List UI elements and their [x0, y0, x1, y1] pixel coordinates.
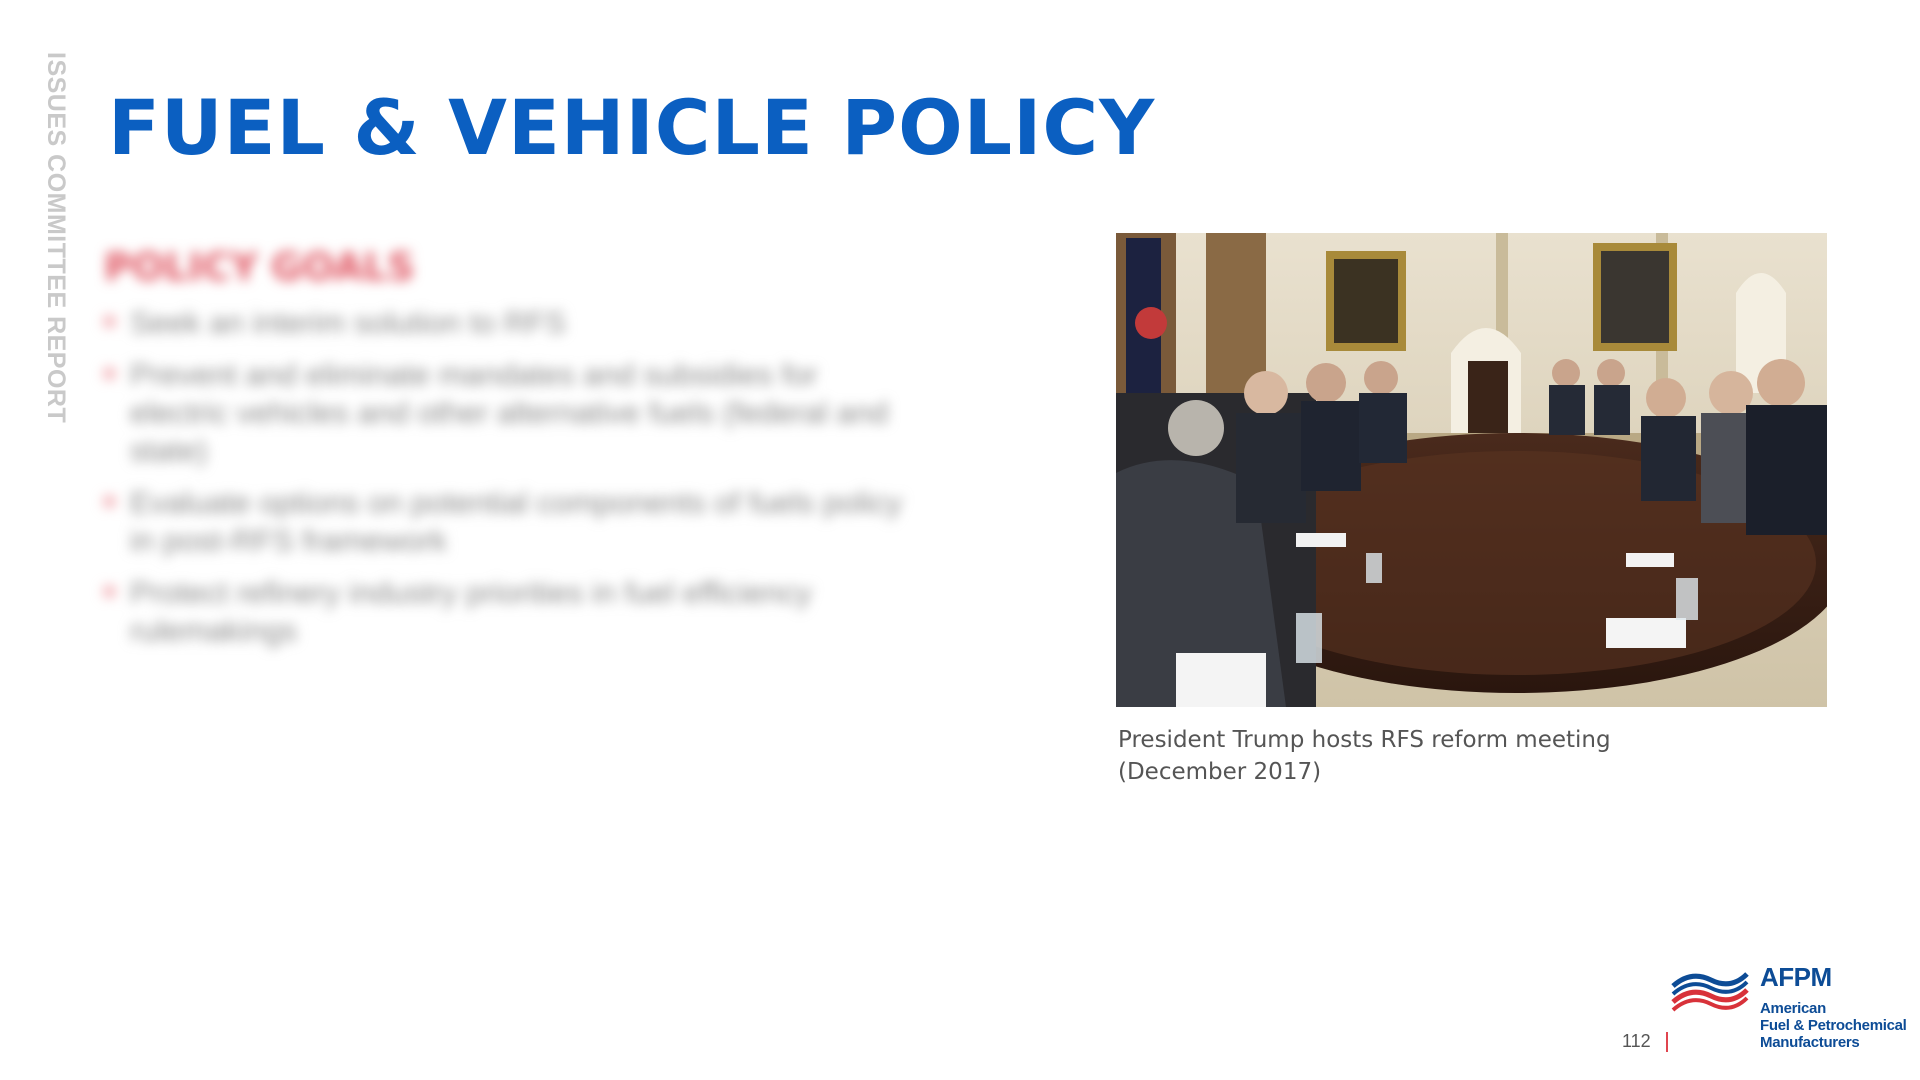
page-number: 112 [1622, 1031, 1651, 1051]
list-item [104, 356, 924, 470]
list-item [104, 304, 924, 342]
goals-list [104, 304, 924, 664]
meeting-photo [1116, 233, 1827, 707]
side-label [38, 52, 70, 452]
list-item-text: Evaluate options on potential components of fuels policy in post-RFS framework [130, 485, 903, 558]
photo-caption [1118, 724, 1838, 788]
afpm-logo [1671, 962, 1906, 1057]
bullet-icon [104, 368, 115, 379]
logo-name-line: Manufacturers [1760, 1034, 1860, 1051]
bullet-icon [104, 586, 115, 597]
side-label-text: ISSUES COMMITTEE REPORT [42, 52, 70, 424]
list-item [104, 574, 924, 650]
logo-name-line: Fuel & Petrochemical [1760, 1017, 1907, 1034]
afpm-flag-icon [1671, 964, 1749, 1014]
goals-heading: POLICY GOALS [104, 245, 415, 289]
list-item [104, 484, 924, 560]
bullet-icon [104, 316, 115, 327]
logo-name-line: American [1760, 1000, 1826, 1017]
list-item-text: Protect refinery industry priorities in fuel efficiency rulemakings [130, 575, 812, 648]
bullet-icon [104, 496, 115, 507]
list-item-text: Prevent and eliminate mandates and subsidies for electric vehicles and other alternative fuels (federal and state) [130, 357, 889, 468]
logo-name [1760, 1000, 1907, 1051]
page-title: FUEL & VEHICLE POLICY [108, 83, 1156, 172]
page-number-divider [1666, 1032, 1668, 1052]
caption-line-2: (December 2017) [1118, 759, 1322, 785]
logo-abbreviation: AFPM [1760, 962, 1832, 992]
list-item-text: Seek an interim solution to RFS [130, 305, 566, 340]
meeting-photo-illustration [1116, 233, 1827, 707]
caption-line-1: President Trump hosts RFS reform meeting [1118, 727, 1611, 753]
